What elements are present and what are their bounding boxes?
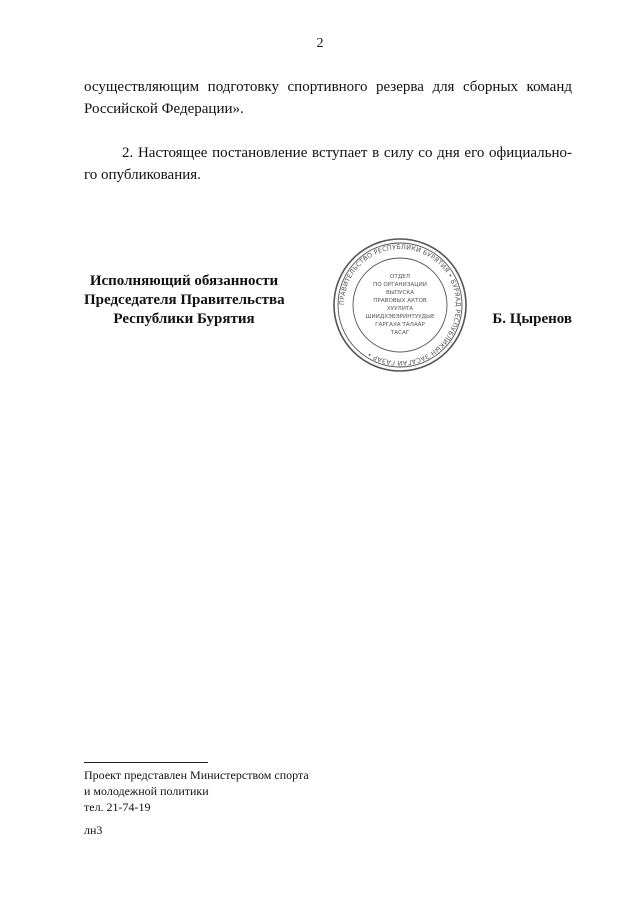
seal-outer-ring xyxy=(334,239,466,371)
paragraph-line: осуществляющим подготовку спортивного резерва для сборных команд xyxy=(84,79,572,95)
footnote-line: тел. 21-74-19 xyxy=(84,800,151,814)
page-number: 2 xyxy=(316,36,324,51)
paragraph-line: 2. Настоящее постановление вступает в силу со дня его официально- xyxy=(122,145,572,161)
official-seal-stamp xyxy=(332,237,468,373)
seal-center-line: ГАРГАХА ТАЛААР xyxy=(375,322,425,328)
seal-center-line: ВЫПУСКА xyxy=(385,290,415,296)
seal-outer-text: ПРАВИТЕЛЬСТВО РЕСПУБЛИКИ БУРЯТИЯ • БУРЯАД РЕСПУБЛИКЫН ЗАСАГАЙ ГАЗАР • xyxy=(337,242,463,368)
paragraph-effective-date xyxy=(84,142,572,186)
footnote-line: и молодежной политики xyxy=(84,784,209,798)
paragraph-continuation xyxy=(84,76,572,120)
signer-title-line: Исполняющий обязанности xyxy=(89,273,279,289)
signer-name: Б. Цыренов xyxy=(492,311,572,327)
signer-title-line: Республики Бурятия xyxy=(113,311,255,327)
footnote-divider xyxy=(84,762,208,763)
seal-center-ring xyxy=(353,258,447,352)
seal-center-line: ТАСАГ xyxy=(390,330,410,336)
signer-title xyxy=(84,272,284,329)
signer-title-line: Председателя Правительства xyxy=(84,292,285,308)
seal-center-line: ШИИДХЭБЭРИНТУУДЫЕ xyxy=(365,314,435,320)
footnote xyxy=(84,767,309,815)
document-code: лн3 xyxy=(84,823,103,837)
seal-center-line: ПРАВОВЫХ АКТОВ xyxy=(373,298,427,304)
seal-center-line: ХУУЛИТА xyxy=(386,306,414,312)
paragraph-line: го опубликования. xyxy=(84,167,201,183)
seal-center-line: ПО ОРГАНИЗАЦИИ xyxy=(373,282,427,288)
seal-center-line: ОТДЕЛ xyxy=(390,274,410,280)
footnote-line: Проект представлен Министерством спорта xyxy=(84,768,309,782)
paragraph-line: Российской Федерации». xyxy=(84,101,244,117)
